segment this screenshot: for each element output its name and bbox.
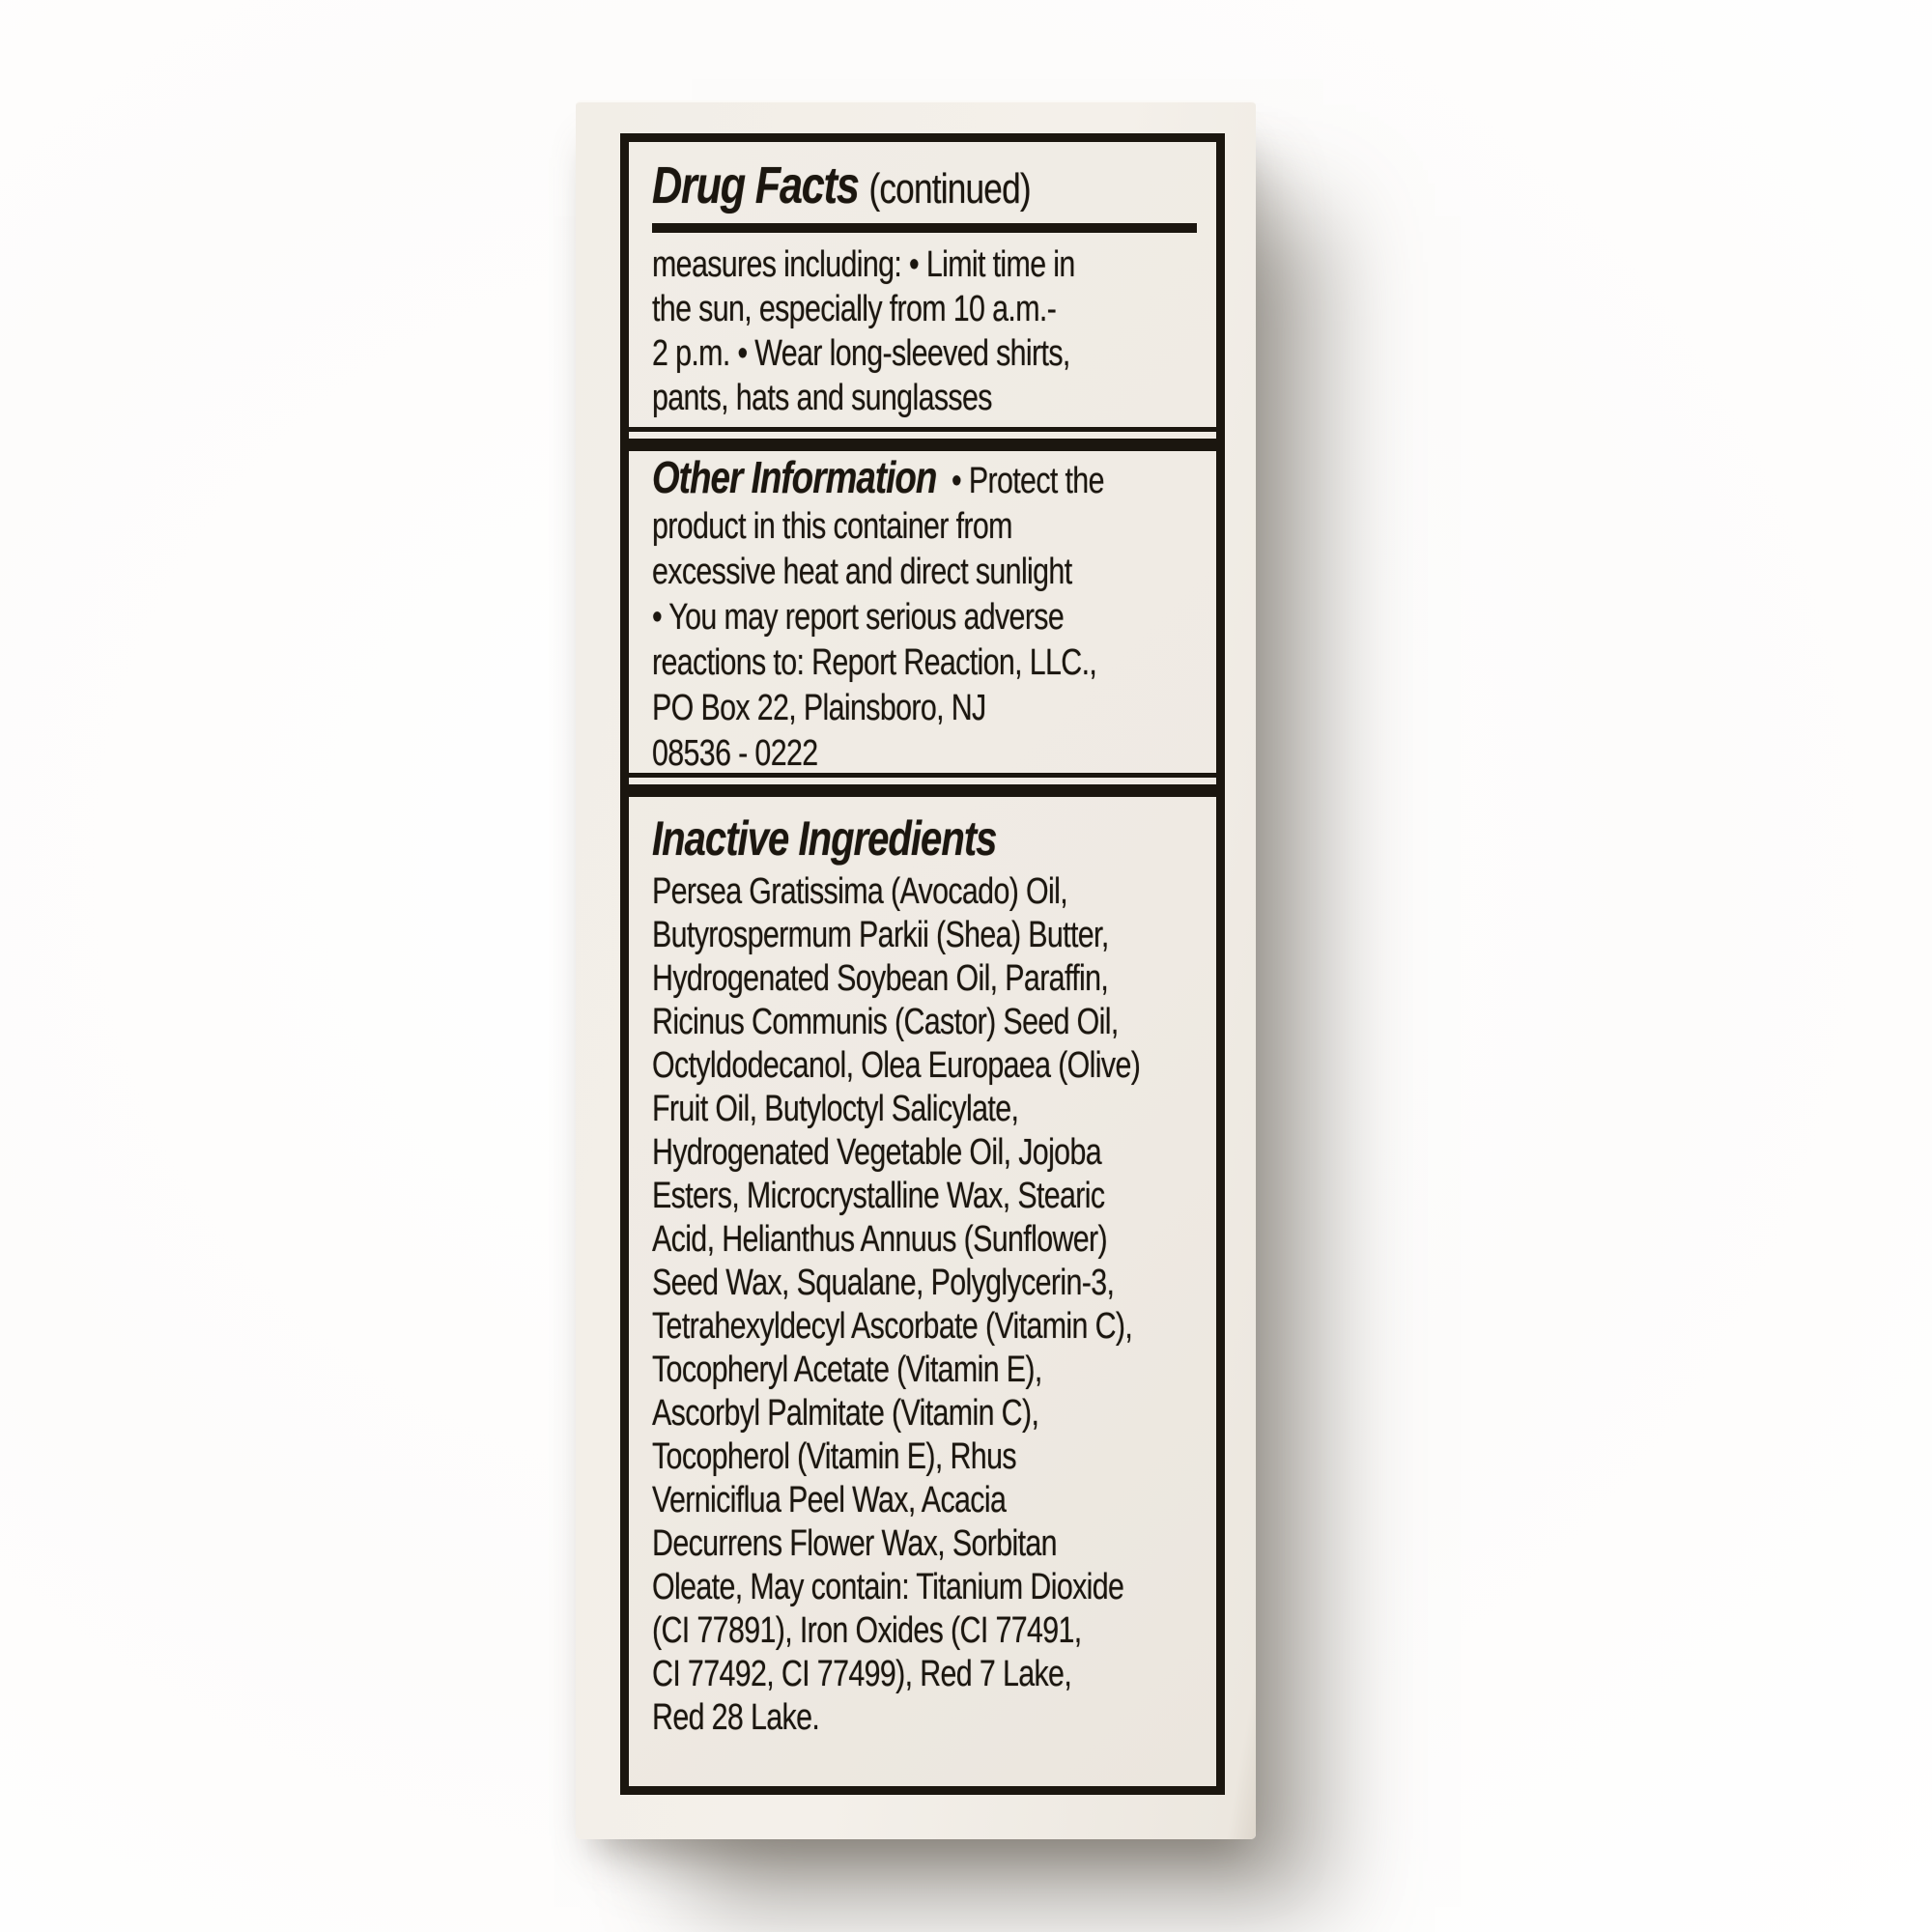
drug-facts-title-continued: (continued) [868, 165, 1031, 213]
ingredient-line: Fruit Oil, Butyloctyl Salicylate, [652, 1089, 1019, 1129]
ingredient-line: Tocopheryl Acetate (Vitamin E), [652, 1350, 1042, 1390]
other-information-heading-rest: • Protect the [952, 461, 1104, 501]
inactive-ingredients-heading: Inactive Ingredients [652, 811, 997, 866]
sun-protection-line: the sun, especially from 10 a.m.- [652, 289, 1057, 329]
other-information-line: reactions to: Report Reaction, LLC., [652, 642, 1097, 683]
drug-facts-label [620, 133, 1225, 1795]
other-information-heading: Other Information [652, 452, 937, 502]
ingredient-line: Octyldodecanol, Olea Europaea (Olive) [652, 1045, 1141, 1086]
ingredient-line: (CI 77891), Iron Oxides (CI 77491, [652, 1610, 1082, 1651]
ingredient-line: CI 77492, CI 77499), Red 7 Lake, [652, 1654, 1072, 1694]
section-drug-facts [629, 142, 1216, 427]
drug-facts-title [652, 157, 1197, 217]
other-information-line: product in this container from [652, 506, 1012, 547]
other-information-line: excessive heat and direct sunlight [652, 552, 1072, 592]
ingredient-line: Ricinus Communis (Castor) Seed Oil, [652, 1002, 1119, 1042]
ingredient-line: Hydrogenated Soybean Oil, Paraffin, [652, 958, 1109, 999]
section-other-information-content [652, 452, 1197, 773]
section-divider [629, 427, 1216, 451]
section-other-information [629, 451, 1216, 773]
drug-facts-title-bold: Drug Facts [652, 156, 859, 214]
sun-protection-line: pants, hats and sunglasses [652, 378, 992, 418]
ingredient-line: Acid, Helianthus Annuus (Sunflower) [652, 1219, 1108, 1260]
ingredient-line: Esters, Microcrystalline Wax, Stearic [652, 1176, 1105, 1216]
ingredient-line: Tetrahexyldecyl Ascorbate (Vitamin C), [652, 1306, 1133, 1347]
ingredient-line: Decurrens Flower Wax, Sorbitan [652, 1523, 1057, 1564]
ingredient-line: Ascorbyl Palmitate (Vitamin C), [652, 1393, 1039, 1434]
ingredient-line: Red 28 Lake. [652, 1697, 820, 1738]
section-inactive-ingredients-content [652, 809, 1197, 1740]
other-information-heading-line [652, 452, 1197, 504]
ingredient-line: Oleate, May contain: Titanium Dioxide [652, 1567, 1124, 1607]
ingredient-line: Tocopherol (Vitamin E), Rhus [652, 1436, 1016, 1477]
ingredient-line: Persea Gratissima (Avocado) Oil, [652, 871, 1068, 912]
section-divider [629, 773, 1216, 797]
ingredient-line: Seed Wax, Squalane, Polyglycerin-3, [652, 1263, 1115, 1303]
sun-protection-line: 2 p.m. • Wear long-sleeved shirts, [652, 333, 1070, 374]
section-inactive-ingredients [629, 797, 1216, 1786]
product-box [576, 100, 1256, 1839]
ingredient-line: Butyrospermum Parkii (Shea) Butter, [652, 915, 1109, 955]
other-information-line: • You may report serious adverse [652, 597, 1065, 638]
heading-rule [652, 223, 1197, 233]
other-information-line: PO Box 22, Plainsboro, NJ [652, 688, 986, 728]
ingredient-line: Verniciflua Peel Wax, Acacia [652, 1480, 1007, 1520]
sun-protection-line: measures including: • Limit time in [652, 244, 1075, 285]
section-drug-facts-content [652, 157, 1197, 420]
ingredient-line: Hydrogenated Vegetable Oil, Jojoba [652, 1132, 1101, 1173]
other-information-line: 08536 - 0222 [652, 733, 818, 773]
